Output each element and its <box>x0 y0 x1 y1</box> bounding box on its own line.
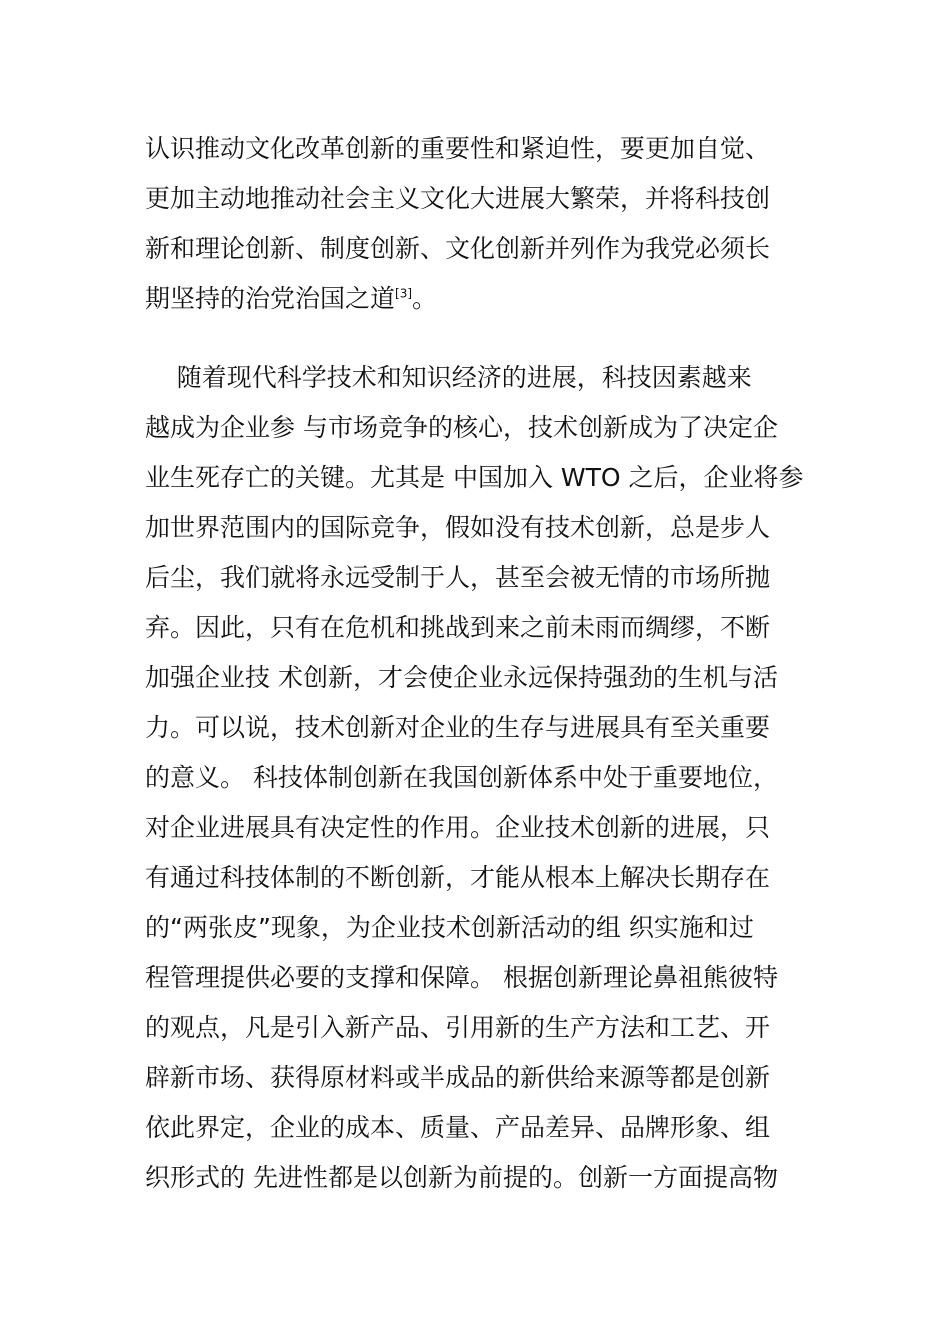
text-line: 新和理论创新、制度创新、文化创新并列作为我党必须长 <box>145 234 771 263</box>
text-line: 织形式的 先进性都是以创新为前提的。创新一方面提高物 <box>145 1163 778 1192</box>
text-line: 随着现代科学技术和知识经济的进展，科技因素越来 <box>145 363 752 392</box>
text-line: 的意义。 科技体制创新在我国创新体系中处于重要地位， <box>145 763 778 792</box>
text-line: 的观点，凡是引入新产品、引用新的生产方法和工艺、开 <box>145 1013 771 1042</box>
text-line: 弃。因此，只有在危机和挑战到来之前未雨而绸缪，不断 <box>145 613 771 642</box>
text-segment-end: 。 <box>412 284 438 313</box>
text-line: 有通过科技体制的不断创新，才能从根本上解决长期存在 <box>145 863 771 892</box>
text-line: 力。可以说，技术创新对企业的生存与进展具有至关重要 <box>145 713 771 742</box>
text-line: 认识推动文化改革创新的重要性和紧迫性，要更加自觉、 <box>145 134 771 163</box>
text-line: 越成为企业参 与市场竞争的核心，技术创新成为了决定企 <box>145 413 778 442</box>
citation-marker: [3] <box>395 286 413 301</box>
text-line: 后尘，我们就将永远受制于人，甚至会被无情的市场所抛 <box>145 563 771 592</box>
text-line: 加强企业技 术创新，才会使企业永远保持强劲的生机与活 <box>145 663 778 692</box>
text-line: 依此界定，企业的成本、质量、产品差异、品牌形象、组 <box>145 1113 771 1142</box>
text-segment: 期坚持的治党治国之道 <box>145 284 396 313</box>
paragraph-2 <box>145 353 815 1203</box>
text-line: 更加主动地推动社会主义文化大进展大繁荣，并将科技创 <box>145 184 771 213</box>
text-line: 对企业进展具有决定性的作用。企业技术创新的进展，只 <box>145 813 771 842</box>
text-line-last <box>145 274 815 324</box>
text-line: 的“两张皮”现象，为企业技术创新活动的组 织实施和过 <box>145 913 754 942</box>
text-line: 业生死存亡的关键。尤其是 中国加入 WTO 之后，企业将参 <box>145 463 804 492</box>
text-line: 程管理提供必要的支撑和保障。 根据创新理论鼻祖熊彼特 <box>145 963 778 992</box>
text-line: 辟新市场、获得原材料或半成品的新供给来源等都是创新 <box>145 1063 771 1092</box>
paragraph-1 <box>145 124 815 324</box>
text-line: 加世界范围内的国际竞争，假如没有技术创新，总是步人 <box>145 513 771 542</box>
